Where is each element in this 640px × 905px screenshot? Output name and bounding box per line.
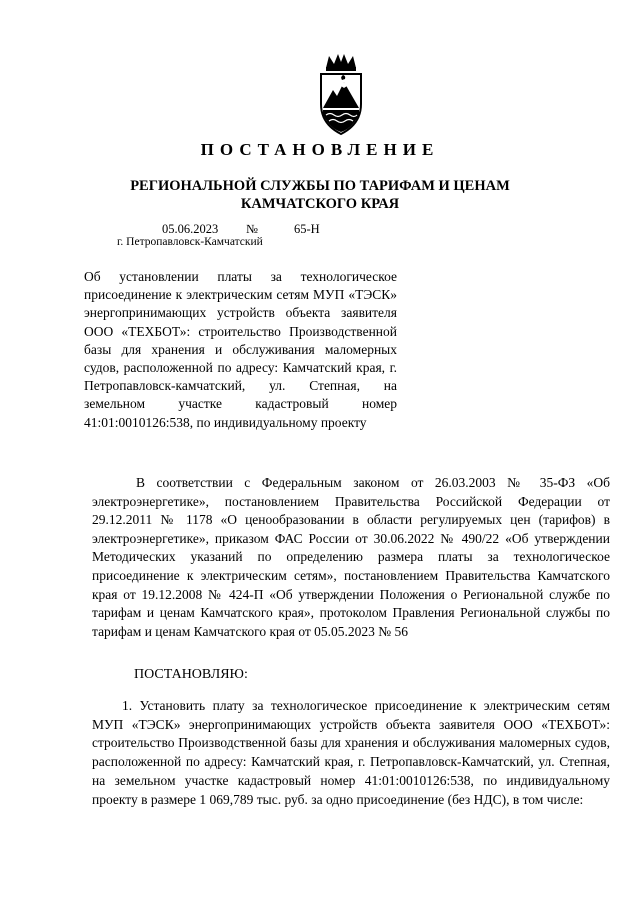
document-number: 65-Н bbox=[294, 222, 320, 236]
document-meta bbox=[162, 222, 320, 237]
agency-name: РЕГИОНАЛЬНОЙ СЛУЖБЫ ПО ТАРИФАМ И ЦЕНАМ КАМЧАТСКОГО КРАЯ bbox=[130, 178, 510, 212]
document-city: г. Петропавловск-Камчатский bbox=[117, 236, 263, 248]
document-date: 05.06.2023 bbox=[162, 222, 219, 236]
preamble-paragraph: В соответствии с Федеральным законом от 26.03.2003 № 35-ФЗ «Об электроэнергетике», постановлением Правительства Российской Федерации от 29.12.2011 № 1178 «О ценообразовании в области регулируемых цен (тарифов) в электроэнергетике», приказом ФАС России от 30.06.2022 № 490/22 «Об утверждении Методических указаний по определению размера платы за технологическое присоединение к электрическим сетям», постановлением Правительства Камчатского края от 19.12.2008 № 424-П «Об утверждении Положения о Региональной службе по тарифам и ценам Камчатского края», протоколом Правления Региональной службы по тарифам и ценам Камчатского края от 05.05.2023 № 56 bbox=[92, 475, 610, 639]
number-sign: № bbox=[246, 222, 258, 236]
kamchatka-coat-of-arms-icon bbox=[318, 52, 364, 136]
decree-word: ПОСТАНОВЛЯЮ: bbox=[134, 667, 248, 682]
decree-item-1: 1. Установить плату за технологическое присоединение к электрическим сетям МУП «ТЭСК» энергопринимающих устройств объекта заявителя ООО «ТЕХБОТ»: строительство Производственной базы для хранения и обслуживания маломерных судов, расположенной по адресу: Камчатский края, г. Петропавловск-Камчатский, ул. Степная, на земельном участке кадастровый номер 41:01:0010126:538, по индивидуальному проекту в размере 1 069,789 тыс. руб. за одно присоединение (без НДС), в том числе: bbox=[92, 698, 610, 807]
document-subject: Об установлении платы за технологическое присоединение к электрическим сетям МУП «ТЭСК» энергопринимающих устройств объекта заявителя ООО «ТЕХБОТ»: строительство Производственной базы для хранения и обслуживания маломерных судов, расположенной по адресу: Камчатский края, г. Петропавловск-камчатский, ул. Степная, на земельном участке кадастровый номер 41:01:0010126:538, по индивидуальному проекту bbox=[84, 269, 397, 430]
document-type-title: ПОСТАНОВЛЕНИЕ bbox=[200, 140, 440, 159]
